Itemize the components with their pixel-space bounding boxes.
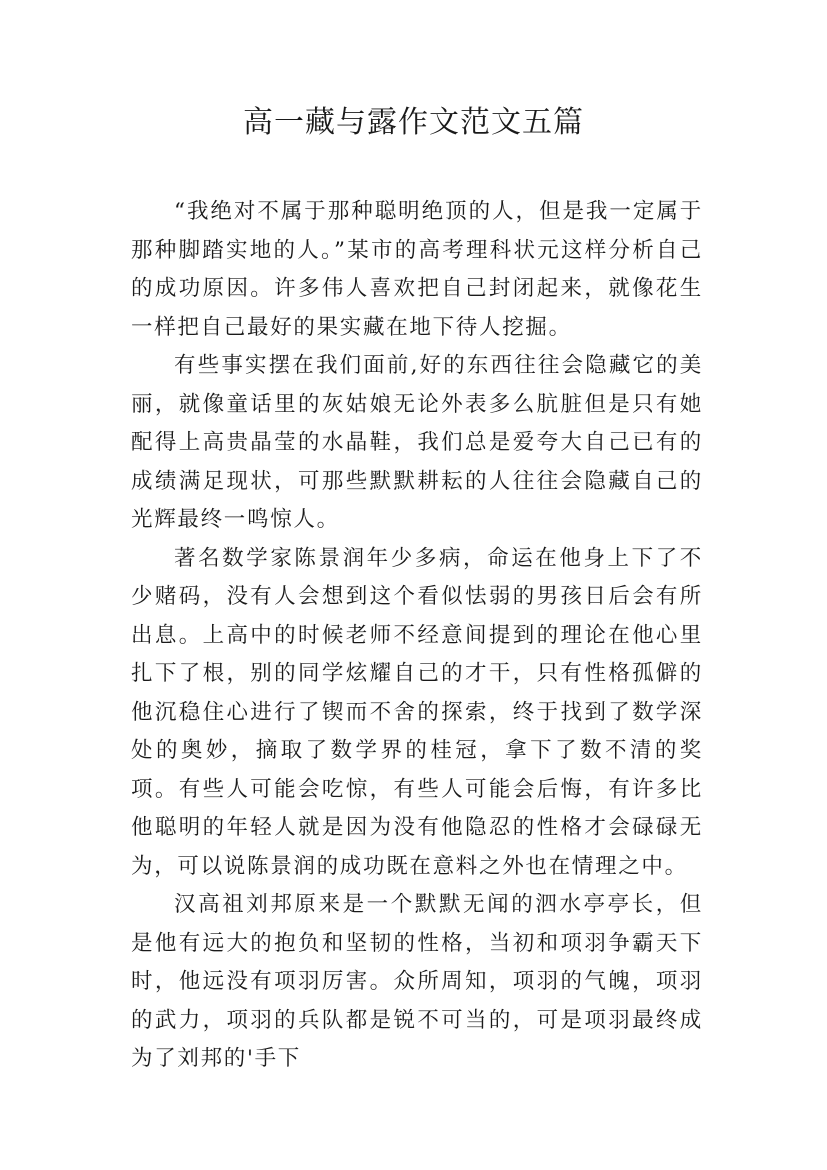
page-title: 高一藏与露作文范文五篇: [243, 105, 584, 140]
article-body: [131, 193, 703, 1079]
paragraph: 著名数学家陈景润年少多病，命运在他身上下了不少赌码，没有人会想到这个看似怯弱的男孩日后会有所出息。上高中的时候老师不经意间提到的理论在他心里扎下了根，别的同学炫耀自己的才干，只有性格孤僻的他沉稳住心进行了锲而不舍的探索，终于找到了数学深处的奥妙，摘取了数学界的桂冠，拿下了数不清的奖项。有些人可能会吃惊，有些人可能会后悔，有许多比他聪明的年轻人就是因为没有他隐忍的性格才会碌碌无为，可以说陈景润的成功既在意料之外也在情理之中。: [131, 545, 703, 879]
paragraph: 有些事实摆在我们面前,好的东西往往会隐藏它的美丽，就像童话里的灰姑娘无论外表多么肮脏但是只有她配得上高贵晶莹的水晶鞋，我们总是爱夸大自己已有的成绩满足现状，可那些默默耕耘的人往往会隐藏自己的光辉最终一鸣惊人。: [131, 353, 703, 532]
paragraph: “我绝对不属于那种聪明绝顶的人，但是我一定属于那种脚踏实地的人。”某市的高考理科状元这样分析自己的成功原因。许多伟人喜欢把自己封闭起来，就像花生一样把自己最好的果实藏在地下待人挖掘。: [131, 199, 703, 340]
paragraph: 汉高祖刘邦原来是一个默默无闻的泗水亭亭长，但是他有远大的抱负和坚韧的性格，当初和项羽争霸天下时，他远没有项羽厉害。众所周知，项羽的气魄，项羽的武力，项羽的兵队都是锐不可当的，可是项羽最终成为了刘邦的'手下: [131, 892, 703, 1071]
